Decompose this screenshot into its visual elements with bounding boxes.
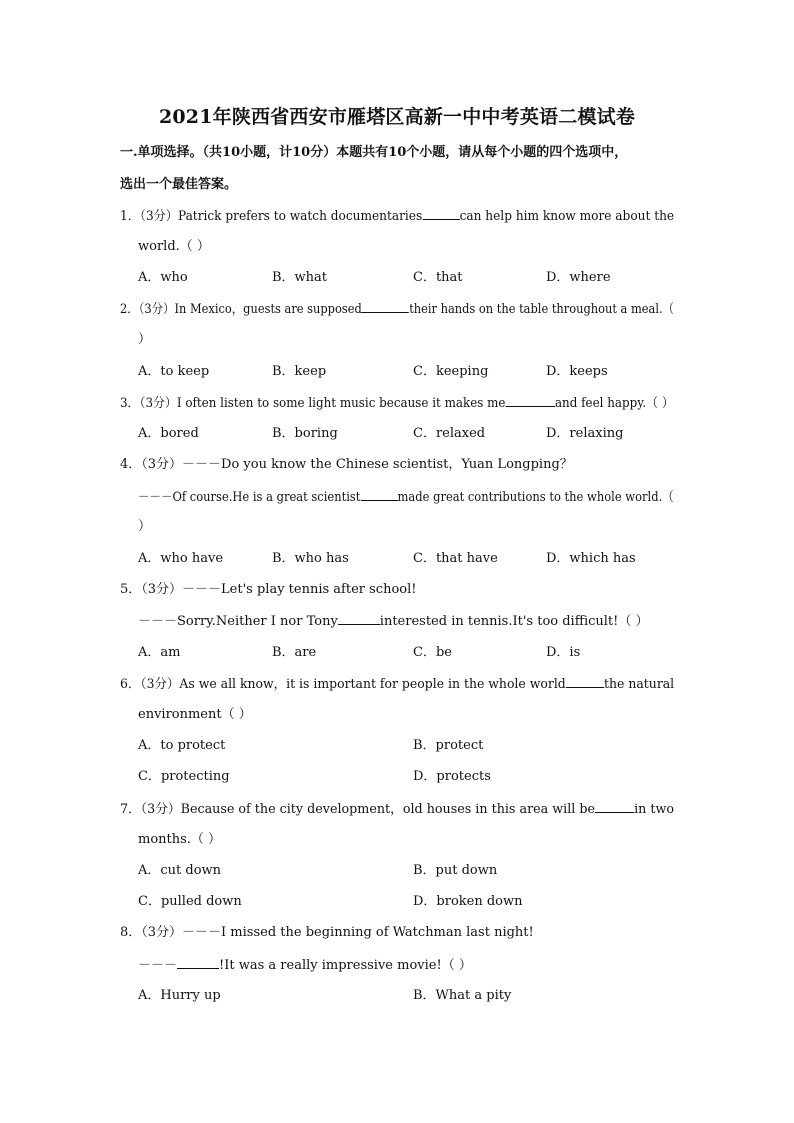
section-heading-line2 xyxy=(0,174,794,196)
option-a[interactable]: A．to protect xyxy=(138,738,226,753)
question-8-options-row1 xyxy=(0,985,794,1007)
question-7-text-cont: months.（ ） xyxy=(138,832,222,847)
question-3-stem xyxy=(0,392,794,414)
option-a[interactable]: A．am xyxy=(138,645,181,660)
question-7-text-pre: 7．（3分）Because of the city development，old houses in this area will be xyxy=(120,802,596,817)
option-b[interactable]: B．are xyxy=(272,645,317,660)
question-8-stem xyxy=(0,922,794,944)
section-heading-text: 一.单项选择。（共10小题，计10分）本题共有10个小题，请从每个小题的四个选项中， xyxy=(120,145,628,160)
option-b[interactable]: B．keep xyxy=(272,364,327,379)
option-d[interactable]: D．keeps xyxy=(546,364,608,379)
question-7-stem xyxy=(0,798,794,820)
question-8-text-pre: －－－ xyxy=(138,958,178,973)
option-a[interactable]: A．who xyxy=(138,270,188,285)
section-heading-line1 xyxy=(0,142,794,164)
question-4-stem xyxy=(0,454,794,476)
option-c[interactable]: C．that have xyxy=(413,551,498,566)
question-6-options-row2 xyxy=(0,766,794,788)
question-1-stem-cont xyxy=(0,236,794,258)
question-4-options xyxy=(0,548,794,570)
question-6-stem xyxy=(0,673,794,695)
option-d[interactable]: D．which has xyxy=(546,551,636,566)
option-d[interactable]: D．relaxing xyxy=(546,426,624,441)
question-2-text-post: their hands on the table throughout a meal.（ xyxy=(409,302,675,317)
page-title: 2021年陕西省西安市雁塔区高新一中中考英语二模试卷 xyxy=(158,106,636,128)
question-2-options xyxy=(0,361,794,383)
option-c[interactable]: C．keeping xyxy=(413,364,489,379)
option-c[interactable]: C．be xyxy=(413,645,452,660)
question-7-stem-cont xyxy=(0,829,794,851)
option-a[interactable]: A．cut down xyxy=(138,863,222,878)
option-b[interactable]: B．protect xyxy=(413,738,484,753)
option-d[interactable]: D．protects xyxy=(413,769,491,784)
question-7-options-row1 xyxy=(0,860,794,882)
question-3-text-pre: 3．（3分）I often listen to some light music because it makes me xyxy=(120,396,506,411)
answer-blank xyxy=(338,610,380,625)
question-1-text-pre: 1．（3分）Patrick prefers to watch documentaries xyxy=(120,209,423,224)
question-8-text-post: !It was a really impressive movie!（ ） xyxy=(219,958,472,973)
option-a[interactable]: A．Hurry up xyxy=(138,988,221,1003)
question-3-text-post: and feel happy.（ ） xyxy=(554,396,674,411)
option-b[interactable]: B．what xyxy=(272,270,328,285)
section-heading-text: 选出一个最佳答案。 xyxy=(120,177,238,192)
question-2-stem-cont xyxy=(0,329,794,351)
question-4-text-pre: －－－Of course.He is a great scientist xyxy=(138,490,361,505)
question-4-text: 4．（3分）－－－Do you know the Chinese scientist，Yuan Longping？ xyxy=(120,457,573,472)
question-8-stem-cont xyxy=(0,954,794,976)
question-5-stem-cont xyxy=(0,610,794,632)
question-2-text-cont: ） xyxy=(138,332,152,347)
question-1-stem xyxy=(0,205,794,227)
question-5-text-pre: －－－Sorry.Neither I nor Tony xyxy=(138,614,338,629)
option-c[interactable]: C．pulled down xyxy=(138,894,242,909)
question-5-text: 5．（3分）－－－Let's play tennis after school! xyxy=(120,582,417,597)
question-2-text-pre: 2．（3分）In Mexico，guests are supposed xyxy=(120,302,362,317)
question-4-text-cont: ） xyxy=(138,519,152,534)
option-b[interactable]: B．boring xyxy=(272,426,338,441)
question-4-stem-cont2 xyxy=(0,516,794,538)
answer-blank xyxy=(422,205,459,220)
option-b[interactable]: B．What a pity xyxy=(413,988,512,1003)
question-2-stem xyxy=(0,298,794,320)
question-3-options xyxy=(0,423,794,445)
option-c[interactable]: C．protecting xyxy=(138,769,230,784)
option-a[interactable]: A．bored xyxy=(138,426,199,441)
option-d[interactable]: D．is xyxy=(546,645,581,660)
question-8-text: 8．（3分）－－－I missed the beginning of Watchman last night! xyxy=(120,925,534,940)
option-d[interactable]: D．broken down xyxy=(413,894,523,909)
option-a[interactable]: A．who have xyxy=(138,551,224,566)
answer-blank xyxy=(595,798,634,813)
question-5-text-post: interested in tennis.It's too difficult!（ ） xyxy=(379,614,649,629)
answer-blank xyxy=(362,298,409,313)
option-b[interactable]: B．put down xyxy=(413,863,498,878)
option-a[interactable]: A．to keep xyxy=(138,364,210,379)
answer-blank xyxy=(177,954,219,969)
option-d[interactable]: D．where xyxy=(546,270,611,285)
answer-blank xyxy=(566,673,604,688)
question-5-options xyxy=(0,642,794,664)
question-1-text-cont: world.（ ） xyxy=(138,239,210,254)
question-6-stem-cont xyxy=(0,704,794,726)
question-6-options-row1 xyxy=(0,735,794,757)
option-c[interactable]: C．that xyxy=(413,270,463,285)
answer-blank xyxy=(505,392,554,407)
question-6-text-pre: 6．（3分）As we all know，it is important for people in the whole world xyxy=(120,677,566,692)
answer-blank xyxy=(360,486,397,501)
question-5-stem xyxy=(0,579,794,601)
question-1-text-post: can help him know more about the xyxy=(459,209,675,224)
question-6-text-cont: environment（ ） xyxy=(138,707,252,722)
question-1-options xyxy=(0,267,794,289)
question-7-options-row2 xyxy=(0,891,794,913)
question-4-text-post: made great contributions to the whole world.（ xyxy=(397,490,674,505)
question-4-stem-cont xyxy=(0,486,794,508)
question-6-text-post: the natural xyxy=(604,677,675,692)
question-7-text-post: in two xyxy=(634,802,674,817)
option-c[interactable]: C．relaxed xyxy=(413,426,486,441)
option-b[interactable]: B．who has xyxy=(272,551,349,566)
